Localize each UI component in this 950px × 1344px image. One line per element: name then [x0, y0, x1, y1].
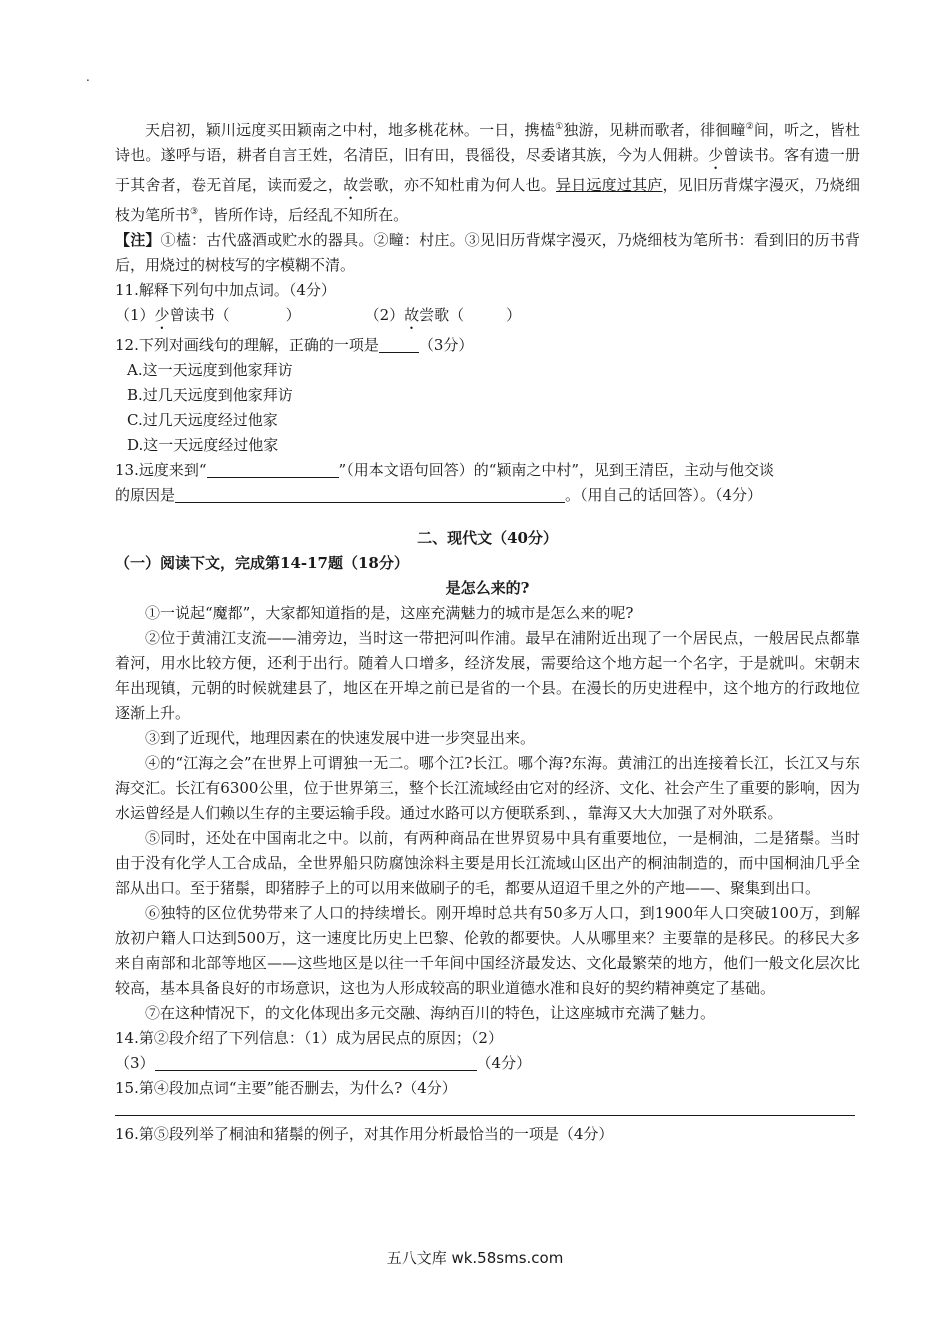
q15-stem: 15.第④段加点词“主要”能否删去，为什么?（4分）: [115, 1079, 457, 1097]
q11-items: （1）少曾读书（ ） （2）故尝歌（ ）: [115, 306, 522, 324]
corner-mark: .: [86, 70, 90, 84]
page-content: [115, 118, 860, 1147]
q13-line-1: 13.远度来到“ ”（用本文语句回答）的“颖南之中村”，见到王清臣，主动与他交谈: [115, 461, 775, 479]
q12-option-b: B.过几天远度到他家拜访: [127, 386, 293, 404]
q13-answer-blank-1[interactable]: [207, 461, 339, 478]
q12-option-a: A.这一天远度到他家拜访: [127, 361, 293, 379]
underlined-sentence: 异日远度过其庐: [556, 176, 663, 194]
article-paragraph-7: ⑦在这种情况下，的文化体现出多元交融、海纳百川的特色，让这座城市充满了魅力。: [145, 1004, 716, 1022]
annotation-note: 【注】①榼：古代盛酒或贮水的器具。②疃：村庄。③见旧历背煤字漫灭，乃烧细枝为笔所书：看到旧的历书背后，用烧过的树枝写的字模糊不清。: [115, 231, 860, 274]
dotted-word-shao: 少: [708, 146, 724, 164]
q15-answer-line[interactable]: [115, 1115, 855, 1116]
article-paragraph-6: ⑥独特的区位优势带来了人口的持续增长。刚开埠时总共有50多万人口，到1900年人口突破100万，到解放初户籍人口达到500万，这一速度比历史上巴黎、伦敦的都要快。人从哪里来？主要靠的是移民。的移民大多来自南部和北部等地区——这些地区是以往一千年间中国经济最发达、文化最繁荣的地方，他们一般文化层次比较高，基本具备良好的市场意识，这也为人形成较高的职业道德水准和良好的契约精神奠定了基础。: [115, 904, 860, 997]
section-title: 二、现代文（40分）: [417, 529, 558, 547]
q12-stem: 12.下列对画线句的理解，正确的一项是 （3分）: [115, 336, 474, 354]
article-paragraph-5: ⑤同时，还处在中国南北之中。以前，有两种商品在世界贸易中具有重要地位，一是桐油，二是猪鬃。当时由于没有化学人工合成品，全世界船只防腐蚀涂料主要是用长江流域山区出产的桐油制造的，而中国桐油几乎全部从出口。至于猪鬃，即猪脖子上的可以用来做刷子的毛，都要从迢迢千里之外的产地——、聚集到出口。: [115, 829, 860, 897]
article-paragraph-3: ③到了近现代，地理因素在的快速发展中进一步突显出来。: [145, 729, 536, 747]
q13-answer-blank-2[interactable]: [175, 486, 565, 503]
article-title: 是怎么来的?: [445, 579, 530, 597]
classical-passage: 天启初，颖川远度买田颖南之中村，地多桃花林。一日，携榼①独游，见耕而歌者，徘徊疃②间，听之，皆杜诗也。遂呼与语，耕者自言王姓，名清臣，旧有田，畏徭役，尽委诸其族，今为人佣耕。少曾读书。客有遗一册于其舍者，卷无首尾，读而爱之，故尝歌，亦不知杜甫为何人也。异日远度过其庐，见旧历背煤字漫灭，乃烧细枝为笔所书③，皆所作诗，后经乱不知所在。: [115, 121, 860, 224]
q14-line-2: （3） （4分）: [115, 1054, 532, 1072]
footer-watermark: 五八文库 wk.58sms.com: [386, 1249, 564, 1267]
q14-line-1: 14.第②段介绍了下列信息：（1）成为居民点的原因；（2）: [115, 1029, 503, 1047]
q14-answer-blank[interactable]: [155, 1054, 477, 1071]
q12-option-d: D.这一天远度经过他家: [127, 436, 279, 454]
dotted-word-gu: 故: [343, 176, 359, 194]
article-paragraph-4: ④的“江海之会”在世界上可谓独一无二。哪个江?长江。哪个海?东海。黄浦江的出连接着长江，长江又与东海交汇。长江有6300公里，位于世界第三，整个长江流域经由它对的经济、文化、社会产生了重要的影响，因为水运曾经是人们赖以生存的主要运输手段。通过水路可以方便联系到、，靠海又大大加强了对外联系。: [115, 754, 860, 822]
article-paragraph-2: ②位于黄浦江支流——浦旁边，当时这一带把河叫作浦。最早在浦附近出现了一个居民点，一般居民点都靠着河，用水比较方便，还利于出行。随着人口增多，经济发展，需要给这个地方起一个名字，于是就叫。宋朝末年出现镇，元朝的时候就建县了，地区在开埠之前已是省的一个县。在漫长的历史进程中，这个地方的行政地位逐渐上升。: [115, 629, 860, 722]
q13-line-2: 的原因是 。（用自己的话回答）。（4分）: [115, 486, 763, 504]
article-paragraph-1: ①一说起“魔都”，大家都知道指的是，这座充满魅力的城市是怎么来的呢?: [145, 604, 634, 622]
section-subtitle: （一）阅读下文，完成第14-17题（18分）: [115, 554, 409, 572]
q12-option-c: C.过几天远度经过他家: [127, 411, 278, 429]
q16-stem: 16.第⑤段列举了桐油和猪鬃的例子，对其作用分析最恰当的一项是（4分）: [115, 1125, 614, 1143]
q11-stem: 11.解释下列句中加点词。（4分）: [115, 281, 336, 299]
q12-answer-blank[interactable]: [379, 336, 419, 353]
